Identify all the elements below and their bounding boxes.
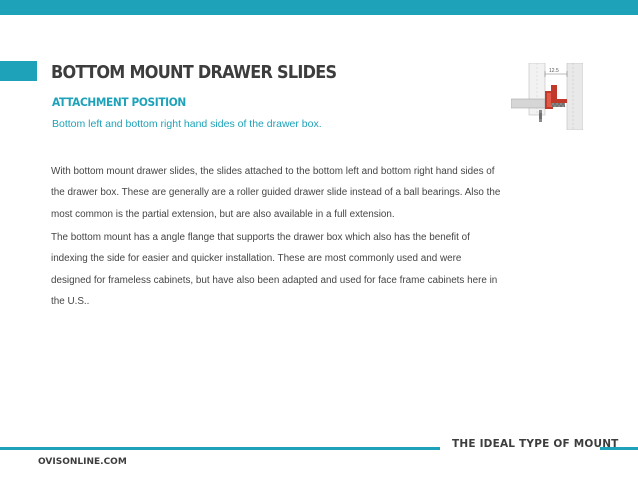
body-paragraph: The bottom mount has a angle flange that supports the drawer box which also has the benefit of indexing the side for easier and quicker installation. These are most commonly used and were designed for frameless cabinets, but have also been adapted and used for face frame cabinets here in the U.S.. (51, 231, 498, 307)
slide-subtitle: ATTACHMENT POSITION (52, 95, 186, 109)
top-accent-bar (0, 0, 638, 15)
drawer-slide-diagram (511, 63, 583, 130)
footer-site: OVISONLINE.COM (38, 457, 127, 467)
slide-title: BOTTOM MOUNT DRAWER SLIDES (51, 63, 337, 83)
body-text (51, 161, 501, 314)
title-accent-block (0, 61, 37, 81)
footer-label: THE IDEAL TYPE OF MOUNT (452, 438, 619, 450)
body-paragraph: With bottom mount drawer slides, the slides attached to the bottom left and bottom right hand sides of the drawer box. These are generally are a roller guided drawer slide instead of a ball bearings. Also the most common is the partial extension, but are also available in a full extension. (51, 166, 501, 220)
slide-caption: Bottom left and bottom right hand sides of the drawer box. (52, 118, 322, 130)
dimension-label: 12.5 (549, 68, 559, 74)
